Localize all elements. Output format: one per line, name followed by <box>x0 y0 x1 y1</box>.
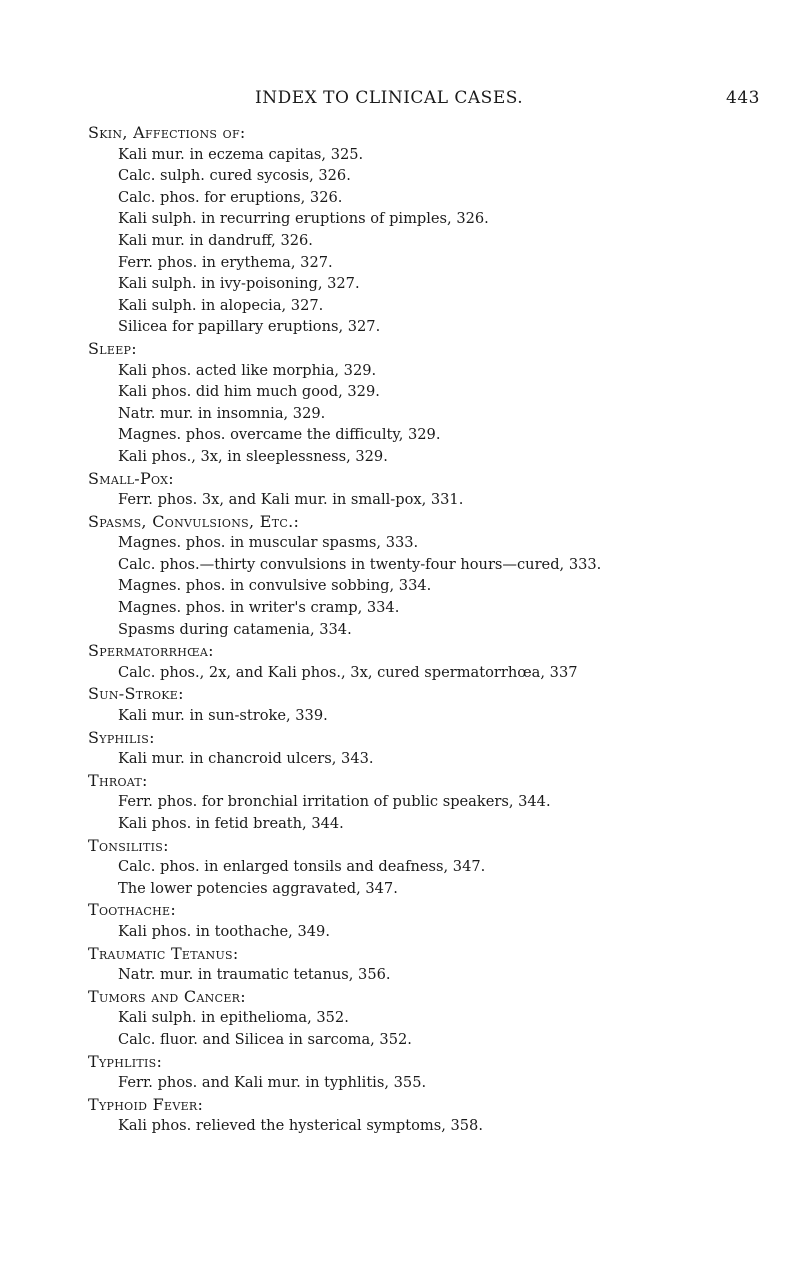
index-entry: Kali phos. in toothache, 349. <box>118 922 330 940</box>
index-section <box>88 468 793 511</box>
index-section <box>88 899 793 942</box>
index-entry: Kali mur. in chancroid ulcers, 343. <box>118 750 374 768</box>
index-entry: Kali mur. in eczema capitas, 325. <box>118 145 364 163</box>
index-entry: Kali sulph. in ivy-poisoning, 327. <box>118 275 360 293</box>
index-entry: Natr. mur. in traumatic tetanus, 356. <box>118 966 391 984</box>
index-section <box>88 640 793 683</box>
index-entry: Calc. phos., 2x, and Kali phos., 3x, cured spermatorrhœa, 337 <box>118 663 578 681</box>
index-entry: Calc. phos.—thirty convulsions in twenty-four hours—cured, 333. <box>118 555 602 573</box>
section-heading: Syphilis: <box>88 727 155 747</box>
index-entry: Ferr. phos. in erythema, 327. <box>118 253 333 271</box>
section-heading: Typhlitis: <box>88 1051 163 1071</box>
index-section <box>88 835 793 900</box>
index-entry: Ferr. phos. 3x, and Kali mur. in small-pox, 331. <box>118 491 464 509</box>
index-section <box>88 683 793 726</box>
section-heading: Sleep: <box>88 338 137 358</box>
index-entry: Magnes. phos. in convulsive sobbing, 334. <box>118 577 432 595</box>
section-heading: Throat: <box>88 770 148 790</box>
index-entry: Ferr. phos. for bronchial irritation of public speakers, 344. <box>118 793 551 811</box>
index-entry: Kali mur. in dandruff, 326. <box>118 231 313 249</box>
index-entries <box>88 122 793 1137</box>
index-entry: Calc. phos. in enlarged tonsils and deafness, 347. <box>118 858 486 876</box>
page-number: 443 <box>726 88 760 108</box>
index-entry: Kali phos., 3x, in sleeplessness, 329. <box>118 447 388 465</box>
section-heading: Tonsilitis: <box>88 835 169 855</box>
index-entry: Silicea for papillary eruptions, 327. <box>118 318 381 336</box>
index-entry: Ferr. phos. and Kali mur. in typhlitis, 355. <box>118 1074 427 1092</box>
section-heading: Typhoid Fever: <box>88 1094 204 1114</box>
index-entry: Kali sulph. in alopecia, 327. <box>118 296 324 314</box>
section-heading: Spasms, Convulsions, Etc.: <box>88 511 300 531</box>
index-section <box>88 727 793 770</box>
index-entry: Magnes. phos. overcame the difficulty, 329. <box>118 426 441 444</box>
index-section <box>88 122 793 338</box>
index-entry: Kali sulph. in epithelioma, 352. <box>118 1009 349 1027</box>
index-section <box>88 770 793 835</box>
section-heading: Traumatic Tetanus: <box>88 943 239 963</box>
index-section <box>88 511 793 641</box>
section-heading: Spermatorrhœa: <box>88 641 214 661</box>
index-section <box>88 986 793 1051</box>
index-entry: Magnes. phos. in writer's cramp, 334. <box>118 599 400 617</box>
index-entry: Calc. phos. for eruptions, 326. <box>118 188 343 206</box>
section-heading: Sun-Stroke: <box>88 684 184 704</box>
section-heading: Tumors and Cancer: <box>88 986 246 1006</box>
index-entry: Kali phos. relieved the hysterical symptoms, 358. <box>118 1117 483 1135</box>
index-section <box>88 338 793 468</box>
index-entry: Kali phos. did him much good, 329. <box>118 383 380 401</box>
index-entry: Spasms during catamenia, 334. <box>118 620 352 638</box>
section-heading: Small-Pox: <box>88 468 174 488</box>
index-entry: Kali phos. in fetid breath, 344. <box>118 815 344 832</box>
index-entry: Kali mur. in sun-stroke, 339. <box>118 707 328 725</box>
index-section <box>88 1094 793 1137</box>
index-entry: Kali phos. acted like morphia, 329. <box>118 361 377 379</box>
index-entry: The lower potencies aggravated, 347. <box>118 879 398 897</box>
index-entry: Magnes. phos. in muscular spasms, 333. <box>118 534 419 552</box>
running-title: INDEX TO CLINICAL CASES. <box>255 88 524 108</box>
index-entry: Natr. mur. in insomnia, 329. <box>118 404 326 422</box>
index-entry: Calc. sulph. cured sycosis, 326. <box>118 167 351 185</box>
index-section <box>88 1051 793 1094</box>
index-entry: Kali sulph. in recurring eruptions of pimples, 326. <box>118 210 489 228</box>
index-section <box>88 943 793 986</box>
running-head <box>0 88 800 112</box>
section-heading: Toothache: <box>88 900 177 920</box>
section-heading: Skin, Affections of: <box>88 123 246 142</box>
index-entry: Calc. fluor. and Silicea in sarcoma, 352. <box>118 1030 412 1048</box>
